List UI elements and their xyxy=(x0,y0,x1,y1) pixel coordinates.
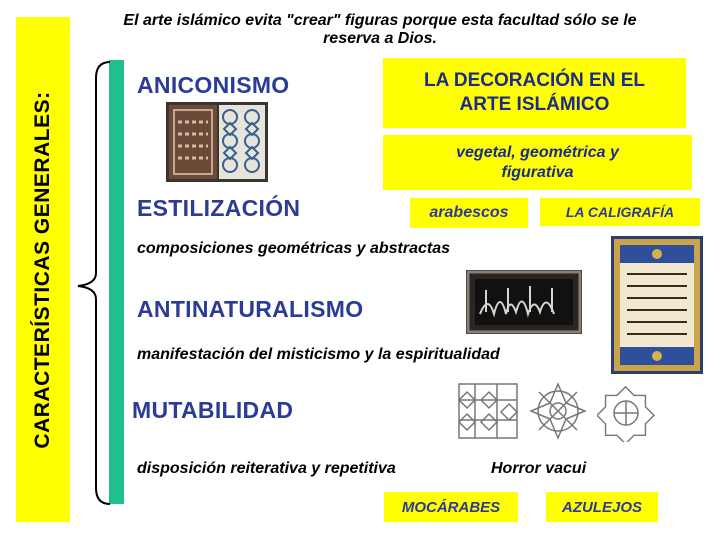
heading-antinaturalismo: ANTINATURALISMO xyxy=(137,296,364,322)
heading-aniconismo: ANICONISMO xyxy=(137,72,290,98)
desc-antinaturalismo: manifestación del misticismo y la espiritualidad xyxy=(137,346,500,363)
heading-estilizacion: ESTILIZACIÓN xyxy=(137,195,301,221)
curly-brace xyxy=(70,58,130,508)
decoration-title: LA DECORACIÓN EN EL ARTE ISLÁMICO xyxy=(424,70,645,115)
tag-caligrafia-box xyxy=(540,198,700,226)
horror-vacui: Horror vacui xyxy=(491,460,587,477)
sidebar-title-box xyxy=(16,17,70,522)
tag-azulejos-box xyxy=(546,492,658,522)
carved-panel-graphic xyxy=(166,102,268,182)
pattern-2-image xyxy=(527,380,589,442)
tag-caligrafia: LA CALIGRAFÍA xyxy=(565,204,675,220)
intro-text: El arte islámico evita "crear" figuras porque esta facultad sólo se le reserva a Dios. xyxy=(123,12,637,47)
pattern-1-image xyxy=(455,380,521,442)
manuscript-image xyxy=(611,236,703,374)
tag-mocarabes-box xyxy=(384,492,518,522)
calligraphy-panel-graphic xyxy=(466,270,582,334)
decoration-subtitle: vegetal, geométrica y figurativa xyxy=(456,143,619,181)
heading-mutabilidad: MUTABILIDAD xyxy=(132,397,294,423)
tag-mocarabes: MOCÁRABES xyxy=(401,498,501,516)
tag-azulejos: AZULEJOS xyxy=(561,498,642,516)
sidebar-title: CARACTERÍSTICAS GENERALES: xyxy=(31,90,54,449)
carved-panel-image xyxy=(166,102,268,182)
pattern-3-image xyxy=(597,384,657,442)
calligraphy-panel-image xyxy=(466,270,582,334)
manuscript-graphic xyxy=(611,236,703,374)
decoration-title-box xyxy=(383,58,686,128)
desc-estilizacion: composiciones geométricas y abstractas xyxy=(137,240,451,257)
tag-arabescos-box xyxy=(410,198,528,228)
desc-mutabilidad: disposición reiterativa y repetitiva xyxy=(137,460,396,477)
tag-arabescos: arabescos xyxy=(429,204,509,221)
decoration-subtitle-box xyxy=(383,135,692,190)
